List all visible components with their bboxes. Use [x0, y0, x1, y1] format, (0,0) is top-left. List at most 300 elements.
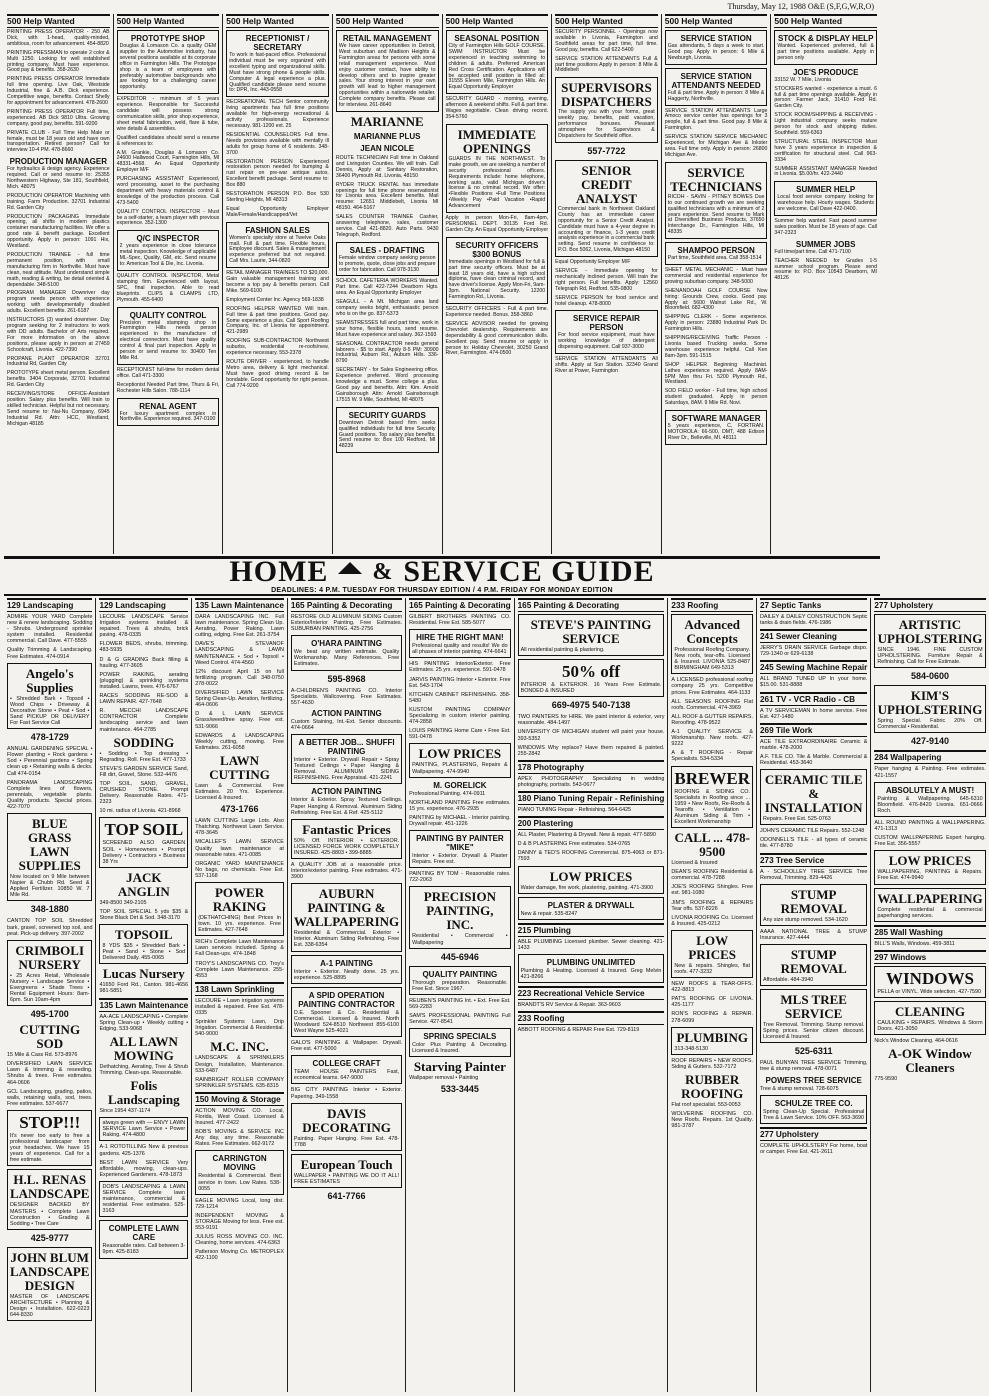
ad-headline: SALES - DRAFTING [349, 245, 425, 255]
column-heading: 135 Lawn Maintenance [195, 598, 284, 612]
classified-ad [195, 1213, 284, 1231]
ad-body: TEAM HOUSE PAINTERS Fast, economical teams. 647-9000 [293, 1069, 400, 1082]
ad-body: MICALLEF'S LAWN SERVICE Quality lawn maintenance at reasonable rates. 471-0085 [195, 839, 284, 858]
classified-ad [760, 754, 867, 766]
classified-ad [336, 156, 439, 180]
ad-body: A QUALITY JOB at a reasonable price. Interior/exterior painting. Free estimates. 471-3900 [290, 861, 403, 881]
ad-body: 775-9590 [874, 1076, 898, 1083]
classified-ad [874, 736, 985, 747]
ad-body: RECEPTIONIST full-time for modern dental office. Call 471-3300 [116, 366, 220, 379]
service-guide-column [667, 598, 756, 1392]
ad-body: BEST LAWN SERVICE Very affordable, mowing, clean-ups. Experienced Gardeners. 478-1873 [99, 1159, 189, 1178]
ad-body: DOB'S LANDSCAPING & LAWN SERVICE Complete lawn maintenance, commercial & residential. Free estimates. 525-3163 [102, 1183, 186, 1215]
ad-body: Apply in person Mon-Fri, 8am-4pm, PERSONNEL DEPT. 30135 Ford Rd. Garden City. An Equal Opportunity Employer [445, 215, 549, 233]
ad-headline: RECEPTIONIST / SECRETARY [245, 34, 310, 52]
ad-headline: SUMMER HELP [796, 185, 856, 195]
category-heading: 241 Sewer Cleaning [760, 629, 867, 643]
ad-headline: COLLEGE CRAFT [312, 1059, 381, 1069]
ad-body: PANORAMA LANDSCAPING Complete lines of flowers, perennials, vegetable plants. Quality products. Special prices. 422-7070 [7, 779, 93, 810]
classified-ad [760, 1060, 867, 1072]
classified-ad [291, 819, 402, 859]
category-heading: 233 Roofing [518, 1011, 665, 1025]
classified-ad [7, 215, 110, 250]
ad-headline: SECURITY GUARDS [348, 410, 426, 420]
ad-phone: 595-8968 [327, 673, 366, 684]
ad-body: PRINTING PRESS OPERATOR - 250 AB Dick, with 1-head, quality-minded, ambitious, room for advancement. 454-8820 [7, 29, 110, 47]
classified-ad [409, 1028, 510, 1057]
ad-headline: 50% off [561, 662, 621, 682]
ad-body: AAAA NATIONAL TREE & STUMP Insurance. 427-4444 [759, 928, 868, 941]
ad-body: EAGLE MOVING Local, long dist. 729-1214 [195, 1197, 284, 1210]
ad-headline: SUMMER JOBS [795, 239, 856, 249]
ad-body: ALL BRAND TUNED UP In your home. $15.00. 531-8888 [759, 676, 868, 689]
ad-headline: WINDOWS [886, 968, 974, 988]
ad-phone: 348-1880 [30, 904, 69, 915]
ad-body: STEVE'S GARDEN SERVICE Sand, Fill dirt, Gravel, Stone. 532-4476 [99, 765, 189, 778]
ad-body: SEAGULL - A Mt. Michigan area land company seeks bright, enthusiastic person who is on the go. 837-5373 [335, 299, 439, 317]
classified-ad [518, 866, 665, 894]
classified-ad [291, 1087, 402, 1099]
ad-body: GCL Landscaping, grading, patios, walls, retaining walls, sod, trees. Free estimates. 537-6677 [7, 1088, 93, 1107]
ad-headline: RUBBER ROOFING [681, 1071, 744, 1101]
ad-body: UNIVERSITY OF MICHIGAN student will paint your house. 393-5352 [517, 729, 665, 742]
ad-headline: HIRE THE RIGHT MAN! [416, 633, 504, 643]
ad-headline: SENIOR CREDIT ANALYST [575, 162, 637, 206]
ad-body: ANNUAL GARDENING SPECIAL • Flower planting • Rock gardens • Sod • Perennial gardens • Spring clean up • Retaining walls & decks. Call 474-0154 [7, 746, 93, 777]
ad-body: New & repair. 535-8247 [520, 910, 578, 917]
ad-headline: FASHION SALES [245, 225, 310, 235]
classified-ad [874, 888, 985, 922]
ad-body: BIG CITY PAINTING Interior • Exterior. Papering. 349-1558 [290, 1087, 403, 1100]
ad-body: 8 YDS $35 • Shredded Bark • Peat • Sand • Stone • Sod Delivered Daily. 455-0065 [102, 943, 186, 962]
ad-body: 313-348-5130 [674, 1045, 708, 1052]
classified-ad [409, 952, 510, 963]
ad-body: ORGANIC YARD MAINTENANCE No bags, no chemicals. Free Est. 537-1168 [195, 860, 284, 879]
classified-ad [336, 144, 439, 153]
ad-body: Plumbing & Heating. Licensed & Insured. Greg Melvin 421-8266 [520, 967, 662, 980]
classified-ad [665, 336, 768, 360]
ad-phone: 473-1766 [220, 804, 259, 815]
classified-ad [874, 782, 985, 817]
ad-body: DAILEY & DAILEY CONSTRUCTION Septic tanks & drain fields. 476-1986 [759, 614, 868, 627]
ad-body: ABLE PLUMBING Licensed plumber. Sewer cleaning. 421-1433 [517, 938, 665, 951]
category-heading: 297 Windows [874, 950, 985, 964]
ad-body: SUMMER ASSISTANT MANAGER Needed in Livonia. $5.00/hr. 422-2440 [774, 165, 877, 178]
ad-body: Reasonable rates. Call between 3-9pm. 425-8183 [102, 1243, 186, 1256]
service-guide-column [4, 598, 95, 1392]
ad-body: A-CHILDREN'S PAINTING CO. Interior Specialists. Wallcovering. Free Estimates. 557-4630 [290, 687, 403, 706]
ad-body: SERVICE - Immediate opening for mechanically inclined person. Will train the right person. Full benefits. Apply: 12560 Telegraph Rd, Redford. 535-0800 [555, 268, 658, 292]
ad-body: SOD FIELD worker - Full time, high school student graduated. Apply in person Saturdays, 8AM. 9 Mile Rd. Novi. [664, 388, 768, 407]
ad-body: ROOF REPAIRS • NEW ROOFS. Siding & Gutters. 532-7172 [671, 1057, 753, 1070]
ad-body: 33152 W. 7 Mile, Livonia [774, 76, 831, 83]
ad-body: D & B PLASTERING Free estimates. 534-0765 [517, 841, 631, 848]
ad-body: PAUL BUNYAN TREE SERVICE Trimming, tree & stump removal. 478-0071 [759, 1060, 868, 1073]
classified-ad [671, 614, 753, 674]
classified-ad [99, 1181, 188, 1217]
ad-headline: CARRINGTON MOVING [212, 1154, 267, 1173]
ad-body: Spring Special. Fabric 20% Off. Commercial • Residential. [877, 718, 983, 731]
ad-body: PELLA or VINYL. Wide selection. 427-7590 [877, 988, 982, 995]
classified-ad [874, 685, 985, 733]
ad-body: DIVERSIFIED LAWN SERVICE Lawn & trimming & reseeding. Shrubs & trees. Free estimates. 464-0606 [7, 1061, 93, 1086]
ad-headline: PLUMBING UNLIMITED [546, 957, 636, 967]
ad-body: Full time/part time. Call 471-7100 [774, 248, 851, 255]
ad-body: JOHN'S CERAMIC TILE Repairs. 552-1248 [759, 828, 865, 835]
classified-ad [760, 676, 867, 688]
ad-phone: 427-9140 [910, 736, 949, 747]
classified-ad [195, 1198, 284, 1210]
classified-ad [99, 672, 188, 690]
classified-ad [99, 924, 188, 964]
help-wanted-column [770, 14, 880, 554]
classified-ad [226, 360, 329, 390]
classified-ad [518, 729, 665, 741]
classified-ad [409, 661, 510, 673]
ad-body: Professional Roofing Company. New roofs, tear-offs. Licensed & Insured. LIVONIA 525-8487 BIRMINGHAM 649-5313 [674, 647, 750, 672]
ad-headline: A-OK Window Cleaners [888, 1046, 972, 1076]
ad-body: PIANO TUNING Repair - Refinishing. 564-6425 [517, 807, 632, 814]
classified-ad [226, 160, 329, 190]
ad-body: QUALITY CONTROL INSPECTOR - Must be a self-starter, a team player with previous experience. 352-1300 [116, 208, 220, 227]
classified-ad [336, 279, 439, 297]
ad-body: Water damage, fire work, plastering, painting. 471-3900 [520, 884, 654, 891]
classified-ad [874, 671, 985, 682]
classified-ad [195, 1129, 284, 1147]
ad-body: To work in fast-paced office. Professional individual must be very organized with excellent typing and organizational skills. Must have strong phone & people skills. Computer & legal experience a plus. Qualified candidate please send resume to: DPR, Inc. 443-0558 [229, 52, 326, 94]
column-heading: 129 Landscaping [99, 598, 188, 612]
classified-ad [446, 322, 549, 357]
ad-body: WINDOWS Why replace? Have them repaired & painted. 255-2842 [517, 744, 665, 757]
help-wanted-column [442, 14, 552, 554]
classified-ad [117, 307, 220, 365]
ad-headline: SUPERVISORS DISPATCHERS [561, 80, 652, 110]
classified-ad [99, 808, 188, 814]
classified-ad [409, 781, 510, 797]
classified-ad [671, 766, 753, 829]
ad-body: A.F. TILE CO. Tile & Marble. Commercial & Residential. 453-3640 [759, 753, 868, 767]
ad-body: Professional quality and results! We do all phases of interior painting. 474-6641 [412, 643, 508, 656]
classified-ad [671, 714, 753, 726]
classified-ad [117, 97, 220, 132]
classified-ad [7, 780, 92, 810]
ad-body: EDWARDS & LANDSCAPING Weekly cutting, mowing. Free Estimates. 261-6058 [195, 732, 284, 751]
ad-body: Interior • Exterior. Drywall & Plaster Repairs. Free est. [412, 853, 508, 866]
classified-ad [555, 77, 658, 143]
classified-ad [117, 398, 220, 427]
classified-ad [7, 1233, 92, 1244]
ad-body: CAULKING • REPAIRS. Windows & Storm Doors. 421-3050 [877, 1019, 983, 1032]
classified-ad [555, 357, 658, 375]
classified-ad [665, 162, 768, 239]
column-heading: 165 Painting & Decorating [291, 598, 402, 612]
classified-ad [774, 68, 877, 84]
category-heading: 150 Moving & Storage [195, 1092, 284, 1106]
classified-ad [409, 815, 510, 827]
classified-ad [518, 832, 665, 838]
ad-body: PAINTING by MICHAEL - Interior painting. Drywall repair. 451-1226 [409, 814, 511, 827]
ad-body: The supply you with your forms, great weekly pay, benefits, paid vacation, performance bonuses. Pleasant atmosphere for Supervisors & Dispatchers for Southfield office. [558, 109, 655, 139]
classified-ad [518, 1027, 665, 1033]
classified-ad [518, 614, 665, 656]
ad-body: SERVICE PERSON for food service and hotel cleanup. 478-8000 [555, 294, 658, 307]
classified-ad [117, 30, 220, 94]
classified-ad [291, 1154, 402, 1188]
ad-headline: SECURITY OFFICERS $300 BONUS [455, 240, 539, 259]
classified-ad [291, 1191, 402, 1202]
ad-body: Summer help wanted. Fast paced summer sales position. Must be 18 years of age. Call 347-2323 [774, 218, 877, 236]
ad-body: TOP SOIL, SAND, GRAVEL, CRUSHED STONE. Prompt Delivery. Reasonable Rates. 471-2323 [99, 780, 189, 806]
ad-body: Thorough preparation. Reasonable. Free Est. Since 1967. [412, 979, 508, 992]
classified-ad [195, 1234, 284, 1246]
ad-headline: STEVE'S PAINTING SERVICE [530, 617, 652, 646]
classified-ad [195, 861, 284, 879]
ad-body: Lawn & Commercial. Free Estimates. 20 Yrs. Experience. Licensed & Insured. [195, 782, 284, 802]
classified-ad [226, 307, 329, 337]
classified-ad [195, 669, 284, 687]
classified-ad [409, 614, 510, 626]
classified-ad [671, 915, 753, 927]
column-heading: 500 Help Wanted [117, 14, 220, 28]
category-heading: 138 Lawn Sprinkling [195, 982, 284, 996]
ad-body: DARA LANDSCAPING INC. Full lawn maintenance. Spring Clean Up. Aerating, Power Raking. Lawn cutting, edging. Free Est. 261-3754 [195, 614, 284, 639]
ad-headline: A-1 PAINTING [320, 958, 373, 968]
classified-ad [760, 1143, 867, 1155]
classified-ad [555, 160, 658, 257]
ad-body: JOE'S ROOFING Shingles. Free est. 981-1080 [671, 884, 753, 897]
ad-phone: 557-7722 [587, 145, 626, 156]
classified-ad [774, 219, 877, 237]
classified-ad [671, 869, 753, 881]
ad-body: ODONNELL'S TILE - all types of ceramic tile. 477-8780 [759, 837, 868, 850]
ad-headline: LOW PRICES [549, 868, 633, 884]
ad-body: SEAMSTRESSES full and part time, work in your home, flexible hours, send resume. Must have experience and salary. 362-1593 [335, 319, 439, 338]
ad-body: SALES COUNTER TRAINEE Cashier, answering telephone, sales, customer service. Call 421-8820. Auto Parts. 9430 Telegraph, Redford. [335, 214, 439, 238]
classified-ad [99, 657, 188, 669]
category-heading: 180 Piano Tuning Repair - Refinishing [518, 791, 665, 805]
classified-ad [774, 87, 877, 111]
category-heading: 285 Wall Washing [874, 925, 985, 939]
ad-body: CUSTOM WALLPAPERING Expert hanging. Free Est. 356-5557 [874, 835, 986, 848]
ad-body: D & L LAWN SERVICE Grass/weed/tree spray. Free est. 531-9066 [195, 711, 284, 730]
classified-ad [195, 1108, 284, 1126]
ad-headline: COMPLETE LAWN CARE [108, 1224, 179, 1243]
ad-body: Female window company seeking person to promote, quote, close jobs and prepare order for fabrication. Call 978-3130 [338, 254, 436, 273]
ad-body: Equal Opportunity Employer M/F [555, 259, 631, 266]
column-heading: 165 Painting & Decorating [409, 598, 510, 612]
classified-ad [7, 357, 110, 369]
ad-body: COMPLETE UPHOLSTERY For home, boat or camper. Free Est. 421-2611 [759, 1142, 868, 1155]
classified-ad [195, 961, 284, 979]
ad-headline: A SPID OPERATION PAINTING CONTRACTOR [298, 990, 395, 1009]
classified-ad [7, 647, 92, 659]
ad-headline: SERVICE STATION [680, 34, 752, 43]
ad-body: R. MECCHI LANDSCAPE CONTRACTOR Complete landscaping service and lawn maintenance. 464-2785 [99, 708, 189, 733]
column-heading: 165 Painting & Decorating [518, 598, 665, 612]
ad-headline: LAWN CUTTING [209, 752, 270, 782]
ad-headline: ALL LAWN MOWING [109, 1033, 178, 1063]
ad-body: SERVICE STATION ATTENDANTS Full & part time positions Apply in person: 8 Mile & Middlebelt [555, 55, 658, 74]
ad-body: Receptionist Needed Part time, Thurs & Fri, Rochester Hills Salon. 788-1114 [116, 381, 220, 394]
ad-body: Licensed & Insured [671, 860, 718, 867]
ad-body: Patterson Moving Co. METROPLEX 422-1100 [195, 1249, 284, 1262]
classified-ad [409, 677, 510, 689]
classified-ad [99, 1117, 188, 1141]
category-heading: 200 Plastering [518, 816, 665, 830]
ad-body: Interior • Exterior. Neatly done. 25 yrs. experience. 525-8895 [293, 968, 400, 981]
classified-ad [7, 131, 110, 155]
house-icon [338, 562, 362, 574]
classified-ad [117, 136, 220, 148]
ad-body: 12% discount April 15 on full fertilizing program. Call 348-0750 278-0022 [195, 668, 284, 687]
ad-body: POWER RAKING, aerating (plugging) & sprinkling systems installed. Lawns, trees. 476-6767 [99, 671, 189, 690]
ad-body: MASTER OF LANDSCAPE ARCHITECTURE • Planning & Design • Installation. 622-0223 644-8330 [10, 1293, 90, 1319]
classified-ad [760, 884, 867, 926]
ad-body: SERVICE STATION ATTENDANTS Large Amoco service center has openings for 3 people, full & part time. Good pay. 8 Mile & Farmington. [664, 107, 768, 132]
ad-body: Affordable. 484-3940 [762, 976, 814, 983]
help-wanted-column [332, 14, 442, 554]
ad-body: Tree Removal. Trimming. Stump removal. Spring prices. Senior citizen discount. Licensed & Insured. [762, 1022, 865, 1041]
classified-ad [99, 1014, 188, 1032]
ad-body: JIM'S ROOFING & REPAIRS Tear offs. 537-8226 [671, 899, 753, 912]
classified-ad [291, 955, 402, 984]
ad-body: TROY'S LANDSCAPING CO. Troy's Complete Lawn Maintenance. 255-4553 [195, 960, 284, 979]
ad-body: SEASONAL CONTRACTOR needs general laborers - $5 to start. Apply 8-5 PM: 30900 Industrial, Auburn Rd., Auburn Hills. 336-8790 [335, 340, 439, 365]
ad-headline: Folis Landscaping [108, 1078, 180, 1108]
classified-ad [555, 269, 658, 293]
ad-body: Quality Trimming & Landscaping. Free Estimates. 474-0914 [7, 647, 93, 660]
ad-headline: DAVIS DECORATING [302, 1105, 391, 1135]
ad-body: (DETHATCHING) Best Prices in town. 10 yrs. experience. Free Estimates. 427-7648 [198, 915, 281, 934]
ad-headline: SCHULZE TREE CO. [774, 1098, 853, 1108]
ad-body: RAINBRIGHT ROLLER COMPANY SPRINKLER SYSTEMS. 635-8315 [195, 1076, 284, 1089]
ad-body: Nick's Window Cleaning. 464-0616 [874, 1038, 958, 1045]
ad-body: ADMIRE YOUR YARD Complete new & renew landscaping. Sodding - Shrubs. Underground sprinkler system installed. Residential commercial. Call Dave. 477-5555 [7, 614, 93, 645]
ad-headline: M. GORELICK [433, 780, 487, 790]
classified-ad [555, 260, 658, 266]
classified-ad [99, 1220, 188, 1258]
classified-ad [99, 817, 188, 867]
classified-ad [409, 728, 510, 740]
category-heading: 135 Lawn Maintenance [99, 998, 188, 1012]
ad-body: SHOP HELPER Beginning Machinist. Lathes experience required. Apply 8AM-5PM Mon thru Fri. 5200 Plymouth Rd., Westland. [664, 361, 768, 386]
classified-ad [518, 1002, 665, 1008]
ad-body: WALLPAPER • PAINTING WE DO IT ALL! FREE ESTIMATES [293, 1172, 400, 1185]
classified-ad [117, 177, 220, 207]
ad-headline: LOW PRICES [688, 932, 737, 962]
classified-ad [117, 368, 220, 380]
classified-ad [760, 769, 867, 825]
classified-ad [195, 998, 284, 1016]
ad-headline: KIM'S UPHOLSTERING [877, 688, 983, 718]
ad-body: PRODUCTION TRAINEE - full time permanent position, with small manufacturing firm in Northville. Must have clean, neat attitude. Must understand simple math, reading & writing, be detail oriented & dependable. 348-5100 [7, 252, 110, 288]
ad-headline: PRECISION PAINTING, INC. [423, 889, 496, 933]
ad-body: Local food service company looking for warehouse help. Hourly wages. Students are welcome. Call Dave 422-0400. [777, 194, 874, 213]
ad-headline: BREWER [674, 768, 750, 788]
ad-headline: A BETTER JOB... SHUFFI PAINTING [298, 738, 395, 757]
ad-body: QUALITY CONTROL INSPECTOR, Metal stamping firm. Experienced with layout, SPC, final inspection. Able to read blueprints. CLIPS & CLAMPS LTD, Plymouth. 455-6400 [116, 273, 220, 303]
ad-body: SHEET METAL MECHANIC - Must have commercial and residential experience for growing suburban company. 348-5000 [664, 267, 768, 285]
ad-body: PRIVATE CLUB - Full Time Help Male or female, must be 18 years old and have own transportation. Retired person? Call for interview 10-4 PM. 478-8660 [7, 129, 110, 154]
category-heading: 277 Upholstery [760, 1127, 867, 1141]
column-heading: 500 Help Wanted [555, 14, 658, 28]
ad-body: It's never too early to free a professional landscaper from your headaches. We have 15 years of experience. Call for a free estimate. [10, 1132, 90, 1164]
ad-body: LIVONIA ROOFING Co. Licensed & Insured. 425-0212 [671, 914, 753, 927]
ad-headline: SPRING SPECIALS [423, 1032, 497, 1042]
classified-ad [291, 1040, 402, 1052]
classified-ad [226, 339, 329, 357]
classified-ad [446, 237, 549, 304]
classified-ad [774, 240, 877, 256]
banner-title-home: HOME [229, 555, 329, 588]
classified-ad [117, 210, 220, 228]
ad-headline: European Touch [300, 1156, 393, 1172]
classified-ad [409, 743, 510, 777]
classified-ad [291, 883, 402, 951]
classified-ad [671, 1058, 753, 1070]
ad-body: always green with — ENVY LAWN SERVICE Lawn Service • Power Raking. 474-4800 [102, 1120, 186, 1139]
ad-body: PRINTING PRESS OPERATOR Immediate full time opening. Live Oak, Westside Industrial, fine & A.B. Dick experience. Competitive wage, benefits. Contact Shelly for appointment for advancement. 478-2600 [7, 76, 110, 106]
classified-ad [671, 981, 753, 993]
classified-ad [7, 614, 92, 644]
ad-body: PURCHASING ASSISTANT Experienced, word processing, asset to the purchasing department with heavy materials control & knowledge of the production process. Call 473-5400 [116, 176, 220, 206]
ad-headline: Q/C INSPECTOR [136, 234, 200, 244]
ad-body: PROPANE PLANT OPERATOR 32701 Industrial Rd, Garden City [7, 355, 110, 368]
classified-ad [518, 841, 665, 847]
classified-ad [195, 818, 284, 836]
ad-headline: SOFTWARE MANAGER [671, 414, 761, 424]
ad-body: SECURITY OFFICERS - Full & part time. Experience needed. Bonus. 358-3860 [445, 306, 549, 318]
classified-ad [665, 30, 768, 65]
ad-body: RACES SODDING RE-SOD & LAWN REPAIR. 427-7648 [99, 693, 189, 706]
ad-body: For food service equipment, must have working knowledge of detergent dispensing equipment. Call 937-3000 [558, 332, 655, 351]
ad-body: Repairs. Free Est. 525-0763 [762, 816, 831, 823]
ad-body: PRODUCTION OPERATOR Machining with training. Farm Production. 32701 Industrial Rd. Garden City [7, 192, 110, 211]
ad-phone: 669-4975 540-7138 [551, 700, 631, 711]
ad-body: PRODUCTION PACKAGING Immediate opening, all shifts in modern plastics container manufacturing facilities. We offer a good rate & benefit package. Excellent opportunity. Apply in person: 1091 Hix, Westland. [7, 213, 110, 250]
ad-headline: SHAMPOO PERSON [677, 246, 755, 256]
classified-ad [7, 291, 110, 315]
classified-ad [7, 253, 110, 288]
page-header-line: Thursday, May 12, 1988 O&E (S,F,G,W,R,O) [727, 2, 874, 11]
ad-phone: 495-1700 [30, 1009, 69, 1020]
classified-ad [7, 1247, 92, 1321]
ad-body: NEW ROOFS & TEAR-OFFS. 422-8813 [671, 981, 753, 994]
ad-body: INTERIOR & EXTERIOR. 16 Years Free Estimate. BONDED & INSURED [520, 682, 662, 695]
ad-body: BRANDT'S RV Service & Repair. 363-9603 [517, 1002, 621, 1009]
ad-body: TOP SOIL SPECIAL 5 yds $35 & Stone Black Dirt & Sod. 348-3170 [99, 908, 189, 921]
ad-body: RECREATIONAL TECH Senior community living apartments has full time positions available for high-energy recreational & activity professionals. Experience necessary. 981-1200 ext. 25 [226, 99, 329, 129]
ad-body: Since 1954 437-1174 [99, 1108, 151, 1115]
ad-headline: Starving Painter [413, 1059, 506, 1075]
ad-phone: 584-0600 [910, 671, 949, 682]
classified-ad [7, 77, 110, 107]
ad-body: A TV SERVICEMAN In home service. Free Est. 427-1480 [759, 707, 868, 720]
classified-ad [446, 307, 549, 319]
classified-ad [760, 1076, 867, 1092]
ad-body: SINCE 1946. FINE CUSTOM UPHOLSTERING. Furniture Repair & Refinishing. Call for Free Estimate. [877, 647, 983, 666]
category-heading: 245 Sewing Machine Repair [760, 660, 867, 674]
ad-body: RICH's Complete Lawn Maintenance Lawn services included. Spring & Fall Clean-ups. 474-1848 [195, 939, 284, 958]
ad-body: REUBEN'S PAINTING Int. • Ext. Free Est. 569-2283 [409, 997, 511, 1010]
ad-body: Painting. Paper Hanging. Free Est. 478-7788 [293, 1135, 400, 1148]
service-guide-column [756, 598, 870, 1392]
ad-headline: SERVICE STATION ATTENDANTS NEEDED [671, 71, 761, 90]
ad-body: RECEIVING/STORE OFFICE-Assistant position. Salary plus benefits. Will train to skilled technician. Helpful but not necessary. Send resume to: Nai-Nu Company, 6945 Industrial Rd. Attn: HCC, Westland, Michigan 48185 [7, 391, 110, 427]
classified-ad [336, 183, 439, 213]
ad-headline: Lucas Nursery [102, 966, 185, 982]
ad-body: DIVERSIFIED LAWN SERVICE Spring Clean-Up. Aeration, fertilizing. 464-0606 [195, 690, 284, 709]
